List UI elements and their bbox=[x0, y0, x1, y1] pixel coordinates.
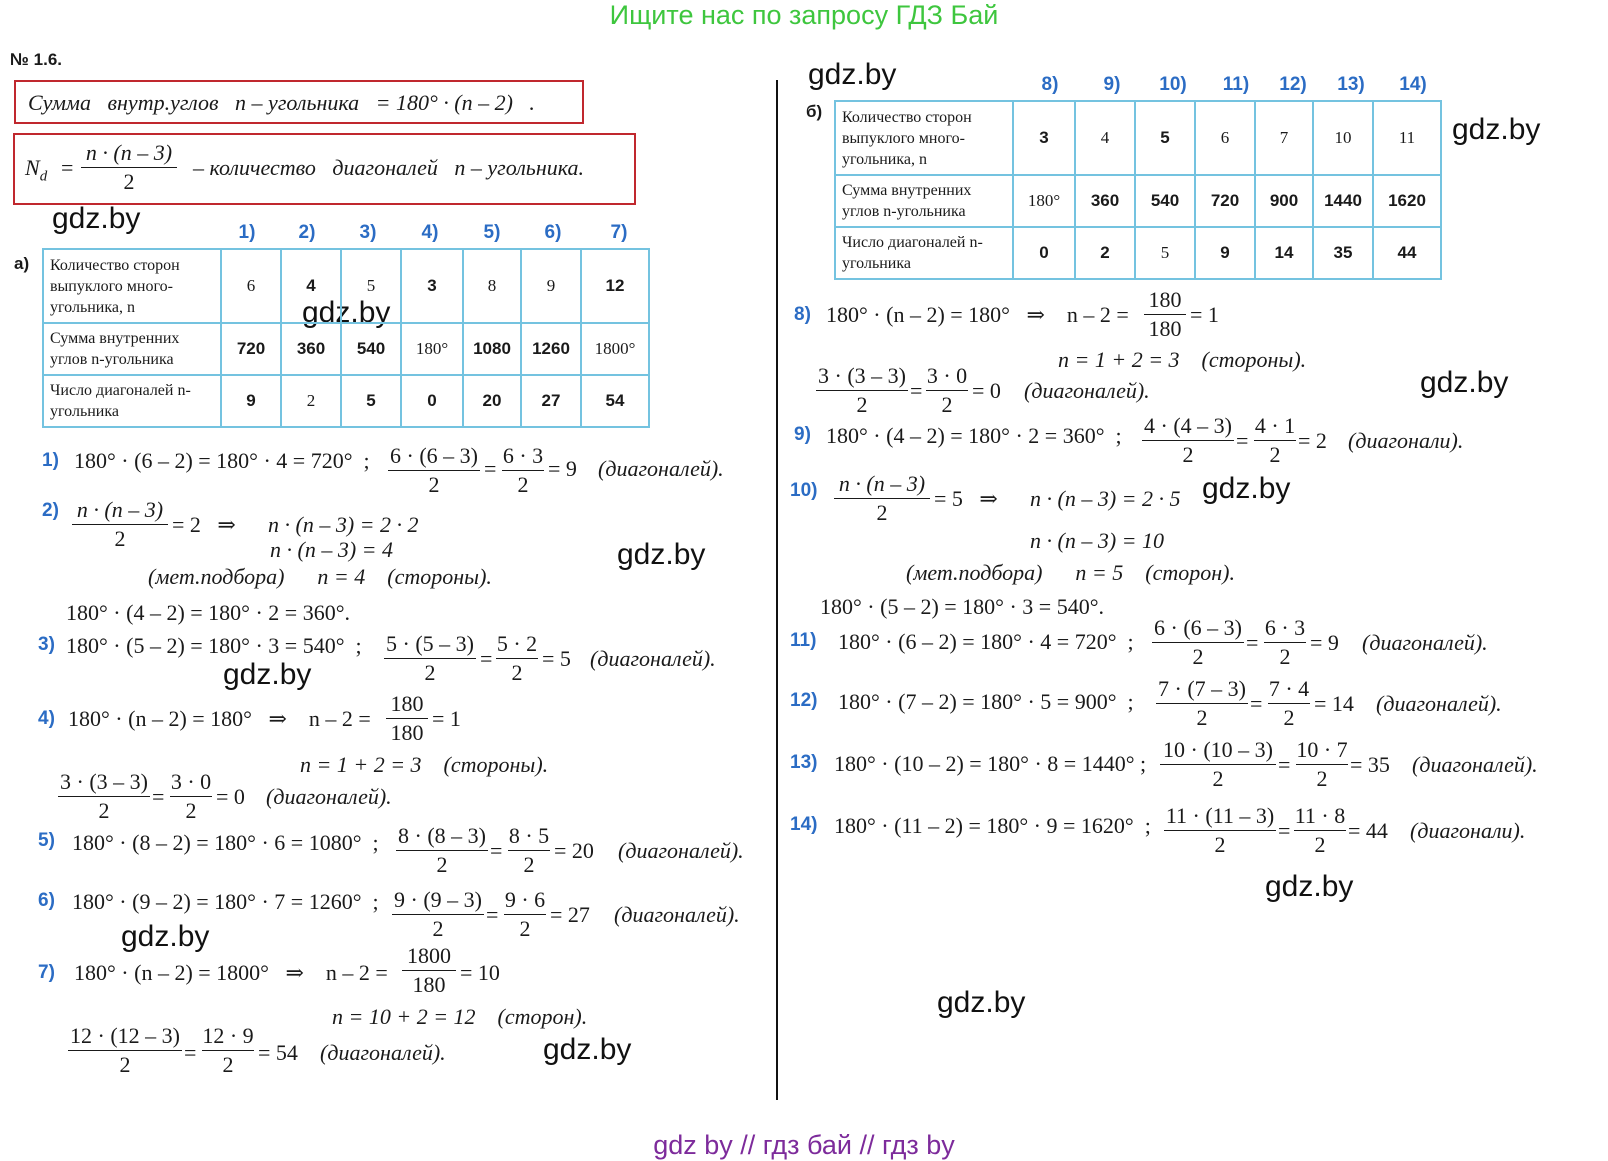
watermark: gdz.by bbox=[543, 1033, 632, 1066]
table-cell: 9 bbox=[521, 249, 581, 323]
table-cell: 540 bbox=[1135, 175, 1195, 227]
table-cell: 9 bbox=[221, 375, 281, 427]
equals: = bbox=[1250, 691, 1263, 716]
part-a-label: а) bbox=[14, 254, 30, 273]
solution-expression: 180° · (9 – 2) = 180° · 7 = 1260° ; bbox=[72, 889, 379, 914]
note: (диагоналей). bbox=[614, 902, 740, 927]
row-label: Сумма внутренних углов n-угольника bbox=[835, 175, 1013, 227]
watermark: gdz.by bbox=[937, 986, 1026, 1019]
table-cell: 9 bbox=[1195, 227, 1255, 279]
table-cell: 7 bbox=[1255, 101, 1313, 175]
fraction: 5 · (5 – 3) 2 bbox=[384, 630, 476, 687]
fraction: 6 · (6 – 3) 2 bbox=[388, 442, 480, 499]
solution-number: 6) bbox=[38, 890, 55, 911]
equals: = bbox=[1278, 752, 1291, 777]
solution-number: 1) bbox=[42, 450, 59, 471]
table-cell: 3 bbox=[1013, 101, 1075, 175]
solution-number: 12) bbox=[790, 690, 818, 711]
part-b-label: б) bbox=[806, 102, 823, 121]
equals: = bbox=[484, 456, 497, 481]
fraction: 8 · 5 2 bbox=[508, 823, 550, 877]
solution-expression: 180° · (n – 2) = 180° ⇒ n – 2 = bbox=[68, 706, 371, 731]
top-banner: Ищите нас по запросу ГДЗ Бай bbox=[609, 0, 999, 30]
formula-angle-sum: Сумма внутр.углов n – угольника = 180° · (n – 2) . bbox=[28, 90, 535, 115]
result: = 35 bbox=[1350, 752, 1390, 777]
fraction: 8 · (8 – 3) 2 bbox=[396, 822, 488, 879]
row-label: Количество сторон выпуклого много-угольника, n bbox=[43, 249, 221, 323]
table-row bbox=[43, 323, 649, 375]
watermark: gdz.by bbox=[1265, 870, 1354, 903]
table-cell: 54 bbox=[581, 375, 649, 427]
column-number: 2) bbox=[298, 222, 316, 243]
watermark: gdz.by bbox=[808, 58, 897, 91]
fraction: 10 · 7 2 bbox=[1296, 737, 1348, 791]
table-cell: 1080 bbox=[463, 323, 521, 375]
column-divider bbox=[776, 80, 778, 1100]
note: (диагоналей). bbox=[320, 1040, 446, 1065]
note: (диагоналей). bbox=[1024, 378, 1150, 403]
solution-number: 2) bbox=[42, 500, 59, 521]
table-cell: 5 bbox=[1135, 227, 1195, 279]
fraction: 6 · 3 2 bbox=[502, 443, 544, 497]
formula-box-angle-sum bbox=[14, 80, 584, 124]
solution-expression: 180° · (7 – 2) = 180° · 5 = 900° ; bbox=[838, 689, 1134, 714]
formula-fraction: n · (n – 3) 2 bbox=[81, 139, 177, 196]
solution-number: 4) bbox=[38, 708, 55, 729]
solution-expression: 180° · (n – 2) = 180° ⇒ n – 2 = bbox=[826, 302, 1129, 327]
result: = 1 bbox=[432, 706, 461, 731]
table-cell: 1620 bbox=[1373, 175, 1441, 227]
formula-description: – количество диагоналей n – угольника. bbox=[193, 155, 584, 180]
note: (диагоналей). bbox=[1376, 691, 1502, 716]
column-number: 10) bbox=[1159, 74, 1187, 95]
equals: = bbox=[490, 838, 503, 863]
column-number: 13) bbox=[1337, 74, 1365, 95]
table-cell: 720 bbox=[221, 323, 281, 375]
table-cell: 5 bbox=[341, 249, 401, 323]
table-row bbox=[835, 101, 1441, 175]
column-number: 1) bbox=[238, 222, 256, 243]
formula-eq: = bbox=[61, 155, 74, 180]
result: = 10 bbox=[460, 960, 500, 985]
column-number: 6) bbox=[544, 222, 562, 243]
watermark: gdz.by bbox=[52, 202, 141, 235]
result: = 0 bbox=[216, 784, 245, 809]
table-cell: 2 bbox=[281, 375, 341, 427]
fraction: 3 · (3 – 3) 2 bbox=[816, 362, 908, 419]
fraction: n · (n – 3) 2 bbox=[72, 496, 168, 553]
solution-expression: 180° · (11 – 2) = 180° · 9 = 1620° ; bbox=[834, 813, 1151, 838]
table-cell: 44 bbox=[1373, 227, 1441, 279]
table-cell: 0 bbox=[401, 375, 463, 427]
table-cell: 10 bbox=[1313, 101, 1373, 175]
table-cell: 5 bbox=[341, 375, 401, 427]
fraction: 3 · 0 2 bbox=[926, 363, 968, 417]
solution-number: 7) bbox=[38, 962, 55, 983]
solution-number: 11) bbox=[790, 630, 817, 651]
solution-expression: 180° · (8 – 2) = 180° · 6 = 1080° ; bbox=[72, 830, 379, 855]
table-a bbox=[42, 248, 650, 428]
column-number: 5) bbox=[483, 222, 501, 243]
equals: = bbox=[480, 646, 493, 671]
fraction: 6 · 3 2 bbox=[1264, 615, 1306, 669]
row-label: Сумма внутренних углов n-угольника bbox=[43, 323, 221, 375]
solution-expression: 180° · (6 – 2) = 180° · 4 = 720° ; bbox=[838, 629, 1134, 654]
solution-line: n · (n – 3) = 2 · 5 bbox=[1030, 486, 1181, 511]
result: = 27 bbox=[550, 902, 590, 927]
column-number: 9) bbox=[1103, 74, 1121, 95]
watermark: gdz.by bbox=[617, 538, 706, 571]
equals: = bbox=[184, 1040, 197, 1065]
solution-expression: 180° · (n – 2) = 1800° ⇒ n – 2 = bbox=[74, 960, 388, 985]
fraction: 6 · (6 – 3) 2 bbox=[1152, 614, 1244, 671]
column-number: 4) bbox=[421, 222, 439, 243]
note: (диагонали). bbox=[1410, 818, 1526, 843]
table-cell: 27 bbox=[521, 375, 581, 427]
note: (диагоналей). bbox=[618, 838, 744, 863]
table-cell: 8 bbox=[463, 249, 521, 323]
table-cell: 1440 bbox=[1313, 175, 1373, 227]
table-row bbox=[43, 375, 649, 427]
solution-expression: 180° · (4 – 2) = 180° · 2 = 360° ; bbox=[826, 423, 1122, 448]
table-cell: 1260 bbox=[521, 323, 581, 375]
equals: = bbox=[486, 902, 499, 927]
fraction: 1800 180 bbox=[402, 942, 456, 999]
fraction: 4 · 1 2 bbox=[1254, 413, 1296, 467]
table-cell: 720 bbox=[1195, 175, 1255, 227]
equals: = bbox=[1278, 818, 1291, 843]
equals: = bbox=[1246, 630, 1259, 655]
fraction: n · (n – 3) 2 bbox=[834, 470, 930, 527]
note: (диагоналей). bbox=[598, 456, 724, 481]
table-cell: 11 bbox=[1373, 101, 1441, 175]
result: = 9 bbox=[548, 456, 577, 481]
table-cell: 20 bbox=[463, 375, 521, 427]
solution-expression: 180° · (10 – 2) = 180° · 8 = 1440° ; bbox=[834, 751, 1147, 776]
table-cell: 900 bbox=[1255, 175, 1313, 227]
table-cell: 360 bbox=[281, 323, 341, 375]
table-cell: 6 bbox=[221, 249, 281, 323]
table-cell: 1800° bbox=[581, 323, 649, 375]
watermark: gdz.by bbox=[121, 920, 210, 953]
table-cell: 4 bbox=[1075, 101, 1135, 175]
fraction: 9 · (9 – 3) 2 bbox=[392, 886, 484, 943]
solution-number: 5) bbox=[38, 830, 55, 851]
row-label: Количество сторон выпуклого много-угольника, n bbox=[835, 101, 1013, 175]
table-cell: 540 bbox=[341, 323, 401, 375]
fraction: 11 · 8 2 bbox=[1294, 803, 1346, 857]
table-row bbox=[43, 249, 649, 323]
equals: = bbox=[1236, 428, 1249, 453]
watermark: gdz.by bbox=[1452, 113, 1541, 146]
solution-line: n · (n – 3) = 2 · 2 bbox=[268, 512, 419, 537]
note: (диагоналей). bbox=[1362, 630, 1488, 655]
result: = 54 bbox=[258, 1040, 298, 1065]
table-cell: 360 bbox=[1075, 175, 1135, 227]
table-cell: 5 bbox=[1135, 101, 1195, 175]
table-cell: 35 bbox=[1313, 227, 1373, 279]
note: (диагоналей). bbox=[266, 784, 392, 809]
watermark: gdz.by bbox=[1202, 472, 1291, 505]
column-number: 8) bbox=[1041, 74, 1059, 95]
table-cell: 14 bbox=[1255, 227, 1313, 279]
formula-nd: $N_d$ bbox=[25, 155, 48, 185]
solution-number: 10) bbox=[790, 480, 818, 501]
column-number: 7) bbox=[610, 222, 628, 243]
table-cell: 12 bbox=[581, 249, 649, 323]
table-cell: 180° bbox=[1013, 175, 1075, 227]
solution-expression: 180° · (6 – 2) = 180° · 4 = 720° ; bbox=[74, 448, 370, 473]
solution-number: 14) bbox=[790, 814, 818, 835]
solution-line: n = 1 + 2 = 3 (стороны). bbox=[1058, 347, 1307, 372]
watermark: gdz.by bbox=[302, 296, 391, 329]
result: = 5 bbox=[542, 646, 571, 671]
table-cell: 3 bbox=[401, 249, 463, 323]
solution-line: n · (n – 3) = 4 bbox=[270, 537, 393, 562]
watermark: gdz.by bbox=[223, 658, 312, 691]
table-cell: 180° bbox=[401, 323, 463, 375]
fraction: 180 180 bbox=[386, 690, 428, 747]
note: (диагоналей). bbox=[590, 646, 716, 671]
fraction: 9 · 6 2 bbox=[504, 887, 546, 941]
result: = 14 bbox=[1314, 691, 1354, 716]
result: = 2 bbox=[1298, 428, 1327, 453]
result: = 9 bbox=[1310, 630, 1339, 655]
bottom-banner: gdz by // гдз бай // гдз by bbox=[653, 1130, 955, 1160]
table-b bbox=[834, 100, 1442, 280]
problem-number: № 1.6. bbox=[10, 50, 63, 69]
column-number: 12) bbox=[1279, 74, 1307, 95]
fraction: 11 · (11 – 3) 2 bbox=[1165, 803, 1275, 857]
fraction: 7 · 4 2 bbox=[1268, 676, 1310, 730]
note: (диагонали). bbox=[1348, 428, 1464, 453]
solution-expression: 180° · (5 – 2) = 180° · 3 = 540° ; bbox=[66, 633, 362, 658]
fraction: 3 · 0 2 bbox=[170, 769, 212, 823]
table-row bbox=[835, 227, 1441, 279]
fraction: 4 · (4 – 3) 2 bbox=[1142, 412, 1234, 469]
fraction: 12 · 9 2 bbox=[202, 1023, 254, 1077]
column-number: 14) bbox=[1399, 74, 1427, 95]
fraction: 12 · (12 – 3) 2 bbox=[68, 1022, 182, 1079]
row-label: Число диагоналей n-угольника bbox=[43, 375, 221, 427]
note: (диагоналей). bbox=[1412, 752, 1538, 777]
fraction: 7 · (7 – 3) 2 bbox=[1156, 675, 1248, 732]
result: = 20 bbox=[554, 838, 594, 863]
table-cell: 6 bbox=[1195, 101, 1255, 175]
table-cell: 4 bbox=[281, 249, 341, 323]
table-cell: 2 bbox=[1075, 227, 1135, 279]
solution-line: (мет.подбора) n = 5 (сторон). bbox=[906, 560, 1236, 585]
solution-line: 180° · (4 – 2) = 180° · 2 = 360°. bbox=[66, 600, 351, 625]
fraction: 180 180 bbox=[1144, 286, 1186, 343]
equals: = bbox=[910, 378, 923, 403]
fraction: 3 · (3 – 3) 2 bbox=[58, 768, 150, 825]
solution-number: 9) bbox=[794, 424, 811, 445]
equals: = bbox=[152, 784, 165, 809]
table-row bbox=[835, 175, 1441, 227]
row-label: Число диагоналей n-угольника bbox=[835, 227, 1013, 279]
fraction: 10 · (10 – 3) 2 bbox=[1160, 736, 1276, 793]
solution-line: 180° · (5 – 2) = 180° · 3 = 540°. bbox=[820, 594, 1105, 619]
solution-line: n = 1 + 2 = 3 (стороны). bbox=[300, 752, 549, 777]
result: = 0 bbox=[972, 378, 1001, 403]
fraction: 5 · 2 2 bbox=[496, 631, 538, 685]
column-number: 3) bbox=[359, 222, 377, 243]
solution-line: (мет.подбора) n = 4 (стороны). bbox=[148, 564, 492, 589]
table-cell: 0 bbox=[1013, 227, 1075, 279]
result: = 5 ⇒ bbox=[934, 486, 998, 511]
result: = 2 ⇒ bbox=[172, 512, 236, 537]
solution-number: 13) bbox=[790, 752, 818, 773]
solution-line: n = 10 + 2 = 12 (сторон). bbox=[332, 1004, 588, 1029]
solution-line: n · (n – 3) = 10 bbox=[1030, 528, 1164, 553]
watermark: gdz.by bbox=[1420, 366, 1509, 399]
solution-number: 8) bbox=[794, 304, 811, 325]
formula-box-diagonals bbox=[13, 133, 636, 205]
column-number: 11) bbox=[1222, 74, 1250, 95]
solution-number: 3) bbox=[38, 634, 55, 655]
result: = 44 bbox=[1348, 818, 1388, 843]
result: = 1 bbox=[1190, 302, 1219, 327]
